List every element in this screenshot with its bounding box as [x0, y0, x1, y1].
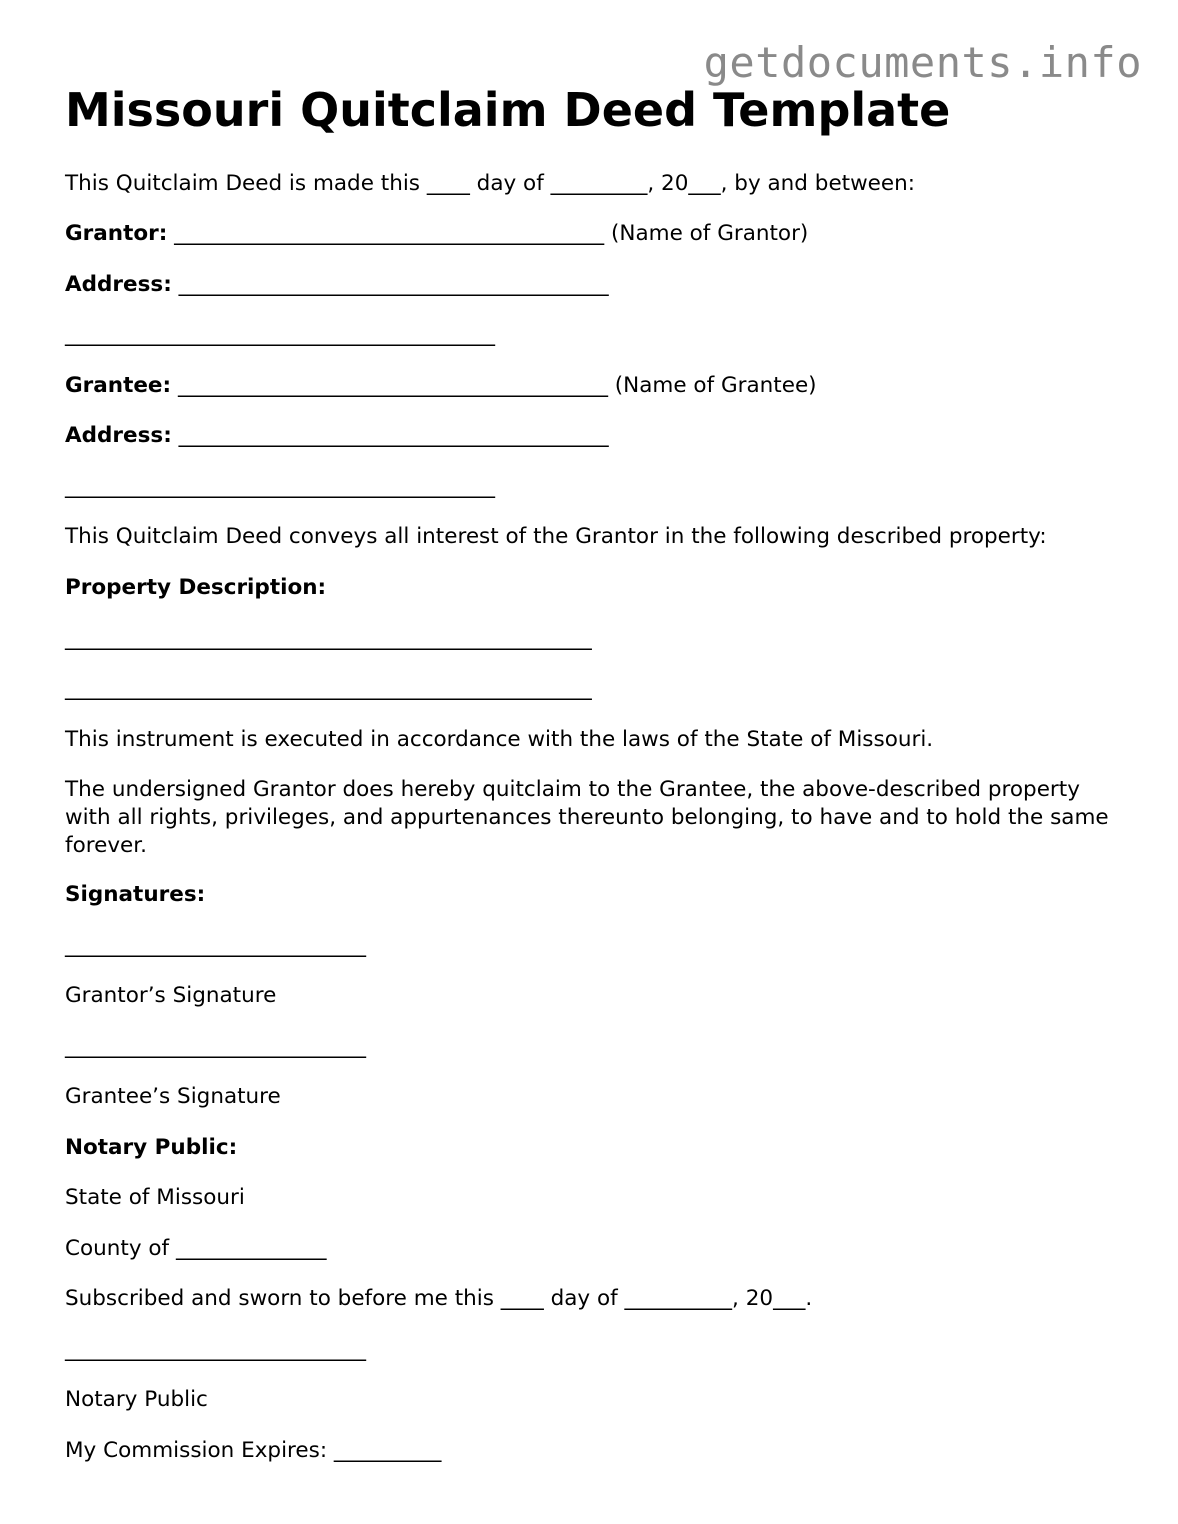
grantor-signature-caption: Grantor’s Signature — [65, 983, 277, 1008]
property-description-field-2[interactable]: _________________________________________________ — [65, 676, 592, 701]
grantee-label: Grantee: — [65, 373, 172, 398]
signatures-label: Signatures: — [65, 882, 206, 907]
grantee-signature-field[interactable]: ____________________________ — [65, 1034, 366, 1059]
notary-sworn-line[interactable]: Subscribed and sworn to before me this ____ day of __________, 20___. — [65, 1286, 813, 1311]
property-description-field-1[interactable]: _________________________________________________ — [65, 626, 592, 651]
grantee-row — [65, 372, 817, 400]
grantor-label: Grantor: — [65, 221, 168, 246]
document-page — [65, 80, 1135, 1463]
notary-signature-caption: Notary Public — [65, 1387, 208, 1412]
grantor-name-field[interactable]: ________________________________________ (Name of Grantor) — [167, 221, 809, 246]
grantee-address-label: Address: — [65, 423, 172, 448]
document-title: Missouri Quitclaim Deed Template — [65, 83, 951, 137]
grantee-signature-caption: Grantee’s Signature — [65, 1084, 281, 1109]
grantee-address-field-2[interactable]: ________________________________________ — [65, 474, 495, 499]
property-description-label: Property Description: — [65, 575, 327, 600]
conveys-text: This Quitclaim Deed conveys all interest of the Grantor in the following described property: — [65, 524, 1047, 549]
laws-text: This instrument is executed in accordance with the laws of the State of Missouri. — [65, 727, 934, 752]
watermark: getdocuments.info — [703, 38, 1142, 87]
grantor-address-row — [65, 271, 609, 299]
grantee-address-field[interactable]: ________________________________________ — [171, 423, 609, 448]
grantor-row — [65, 220, 808, 248]
grantor-signature-field[interactable]: ____________________________ — [65, 933, 366, 958]
grantee-name-field[interactable]: ________________________________________ (Name of Grantee) — [171, 373, 817, 398]
intro-line: This Quitclaim Deed is made this ____ day of _________, 20___, by and between: — [65, 171, 916, 196]
grantor-address-field[interactable]: ________________________________________ — [171, 272, 609, 297]
commission-expires-field[interactable]: My Commission Expires: __________ — [65, 1438, 442, 1463]
grantor-address-label: Address: — [65, 272, 172, 297]
notary-label: Notary Public: — [65, 1135, 238, 1160]
notary-county-field[interactable]: County of ______________ — [65, 1236, 327, 1261]
grantee-address-row — [65, 422, 609, 450]
grantor-address-field-2[interactable]: ________________________________________ — [65, 322, 495, 347]
notary-state: State of Missouri — [65, 1185, 245, 1210]
quitclaim-paragraph: The undersigned Grantor does hereby quitclaim to the Grantee, the above-described property with all rights, privileges, and appurtenances thereunto belonging, to have and to hold the same forever. — [65, 777, 1109, 858]
notary-signature-field[interactable]: ____________________________ — [65, 1337, 366, 1362]
